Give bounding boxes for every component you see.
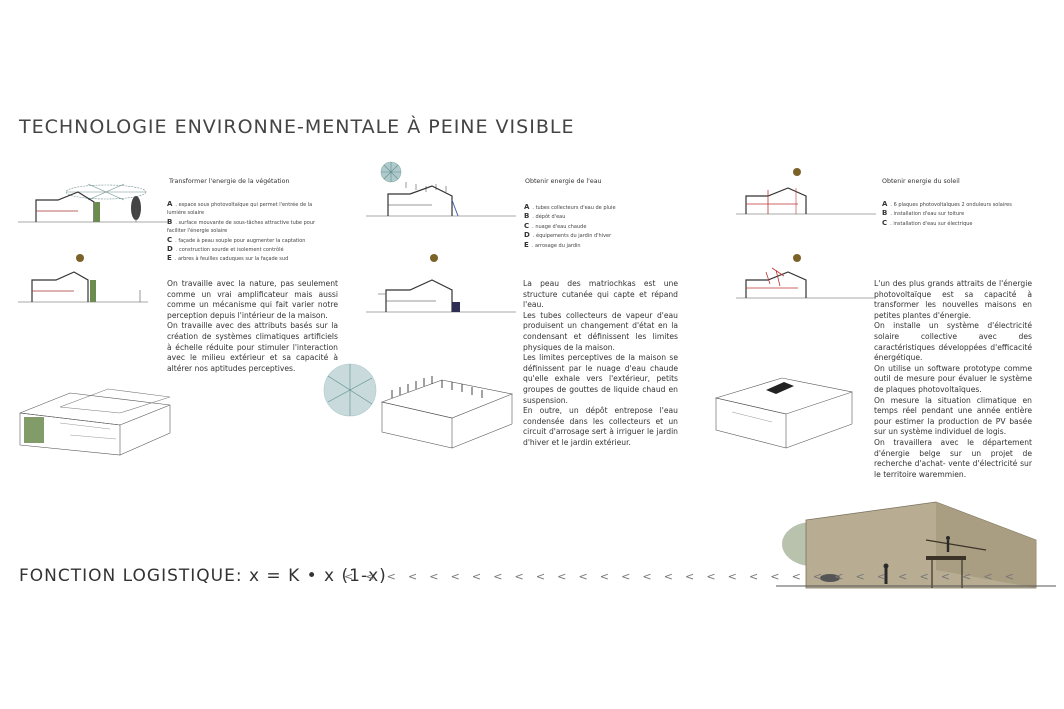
legend-item: A . espace sous photovoltaïque qui permet l'entrée de la lumière solaire bbox=[167, 200, 313, 217]
bullet-dot bbox=[430, 254, 438, 262]
legend-item: A . tubes collecteurs d'eau de pluie bbox=[524, 203, 616, 211]
bullet-dot bbox=[793, 168, 801, 176]
column-heading: Obtenir energie du soleil bbox=[882, 178, 960, 185]
legend-item: B . installation d'eau sur toiture bbox=[882, 209, 965, 218]
section-drawing-vegetation-top bbox=[18, 178, 168, 234]
logistic-function-formula: FONCTION LOGISTIQUE: x = K • x (1-x) bbox=[19, 566, 387, 586]
section-drawing-water-top bbox=[366, 160, 516, 228]
page-title: TECHNOLOGIE ENVIRONNE-MENTALE À PEINE VISIBLE bbox=[19, 116, 575, 138]
column-heading: Transformer l'energie de la végétation bbox=[169, 178, 290, 185]
paragraph: On mesure la situation climatique en temps réel pendant une année entière pour estimer la production de PV basée sur un système individuel de logis. bbox=[874, 395, 1032, 437]
legend-list bbox=[167, 200, 317, 264]
legend-item: B . surface mouvante de sous-tâches attractive tube pour faciliter l'énergie solaire bbox=[167, 217, 316, 235]
paragraph: Les limites perceptives de la maison se définissent par le nuage d'eau chaude qu'elle exhale vers l'extérieur, petits groupes de gouttes de liquide chaud en suspension. bbox=[523, 353, 678, 405]
paragraph: L'un des plus grands attraits de l'énergie photovoltaïque est sa capacité à transformer les nouvelles maisons en petites plantes d'énergie. bbox=[874, 279, 1032, 320]
paragraph: On travaillera avec le département d'énergie belge sur un projet de recherche d'achat- vente d'électricité sur le territoire waremmien. bbox=[874, 437, 1032, 479]
column-body-text bbox=[874, 279, 1032, 480]
column-body-text bbox=[167, 279, 338, 374]
legend-list bbox=[524, 203, 674, 250]
legend-item: A . 6 plaques photovoltaïques 2 onduleurs solaires bbox=[882, 200, 1012, 208]
legend-item: C . façade à peau souple pour augmenter la captation bbox=[167, 235, 306, 244]
paragraph: On installe un système d'électricité solaire collective avec des caractéristiques développées d'efficacité énergétique. bbox=[874, 321, 1032, 363]
legend-item: E . arrosage du jardin bbox=[524, 240, 581, 249]
section-drawing-water-bottom bbox=[366, 272, 516, 320]
legend-item: D . construction sourde et isolement contrôlé bbox=[167, 245, 284, 254]
legend-item: C . installation d'eau sur électrique bbox=[882, 218, 973, 227]
section-drawing-vegetation-bottom bbox=[18, 268, 158, 308]
legend-item: E . arbres à feuilles caduques sur la façade sud bbox=[167, 254, 289, 263]
axonometric-drawing-vegetation bbox=[20, 383, 180, 455]
axonometric-drawing-sun bbox=[712, 372, 862, 452]
legend-list bbox=[882, 200, 1032, 228]
section-drawing-sun-top bbox=[736, 180, 876, 226]
section-drawing-sun-bottom bbox=[736, 266, 876, 308]
bullet-dot bbox=[76, 254, 84, 262]
column-heading: Obtenir energie de l'eau bbox=[525, 178, 602, 185]
paragraph: En outre, un dépôt entrepose l'eau condensée dans les collecteurs et un circuit d'arrosage sert à irriguer le jardin d'hiver et le jardin extérieur. bbox=[523, 406, 678, 447]
arrow-row-decoration: < < < < < < < < < < < < < < < < < < < < < < < < < < < < < < < < bbox=[344, 570, 1019, 583]
bullet-dot bbox=[793, 254, 801, 262]
column-body-text bbox=[523, 279, 678, 449]
paragraph: La peau des matriochkas est une structure cutanée qui capte et répand l'eau. bbox=[523, 279, 678, 310]
paragraph: On travaille avec des attributs basés sur la création de systèmes climatiques artificiels à échelle réduite pour stimuler l'interaction avec le milieu extérieur et sa capacité à altérer nos aptitudes perceptives. bbox=[167, 321, 338, 373]
legend-item: D . équipements du jardin d'hiver bbox=[524, 231, 612, 240]
legend-item: B . dépôt d'eau bbox=[524, 212, 566, 221]
paragraph: Les tubes collecteurs de vapeur d'eau produisent un changement d'état en la condensant et définissent les limites physiques de la maison. bbox=[523, 310, 678, 352]
paragraph: On utilise un software prototype comme outil de mesure pour évaluer le système de plaques photovoltaïques. bbox=[874, 363, 1032, 394]
paragraph: On travaille avec la nature, pas seulement comme un vrai amplificateur mais aussi comme un mécanisme qui fait varier notre perception depuis l'intérieur de la maison. bbox=[167, 279, 338, 320]
axonometric-drawing-water bbox=[322, 362, 522, 450]
legend-item: C . nuage d'eau chaude bbox=[524, 221, 587, 230]
